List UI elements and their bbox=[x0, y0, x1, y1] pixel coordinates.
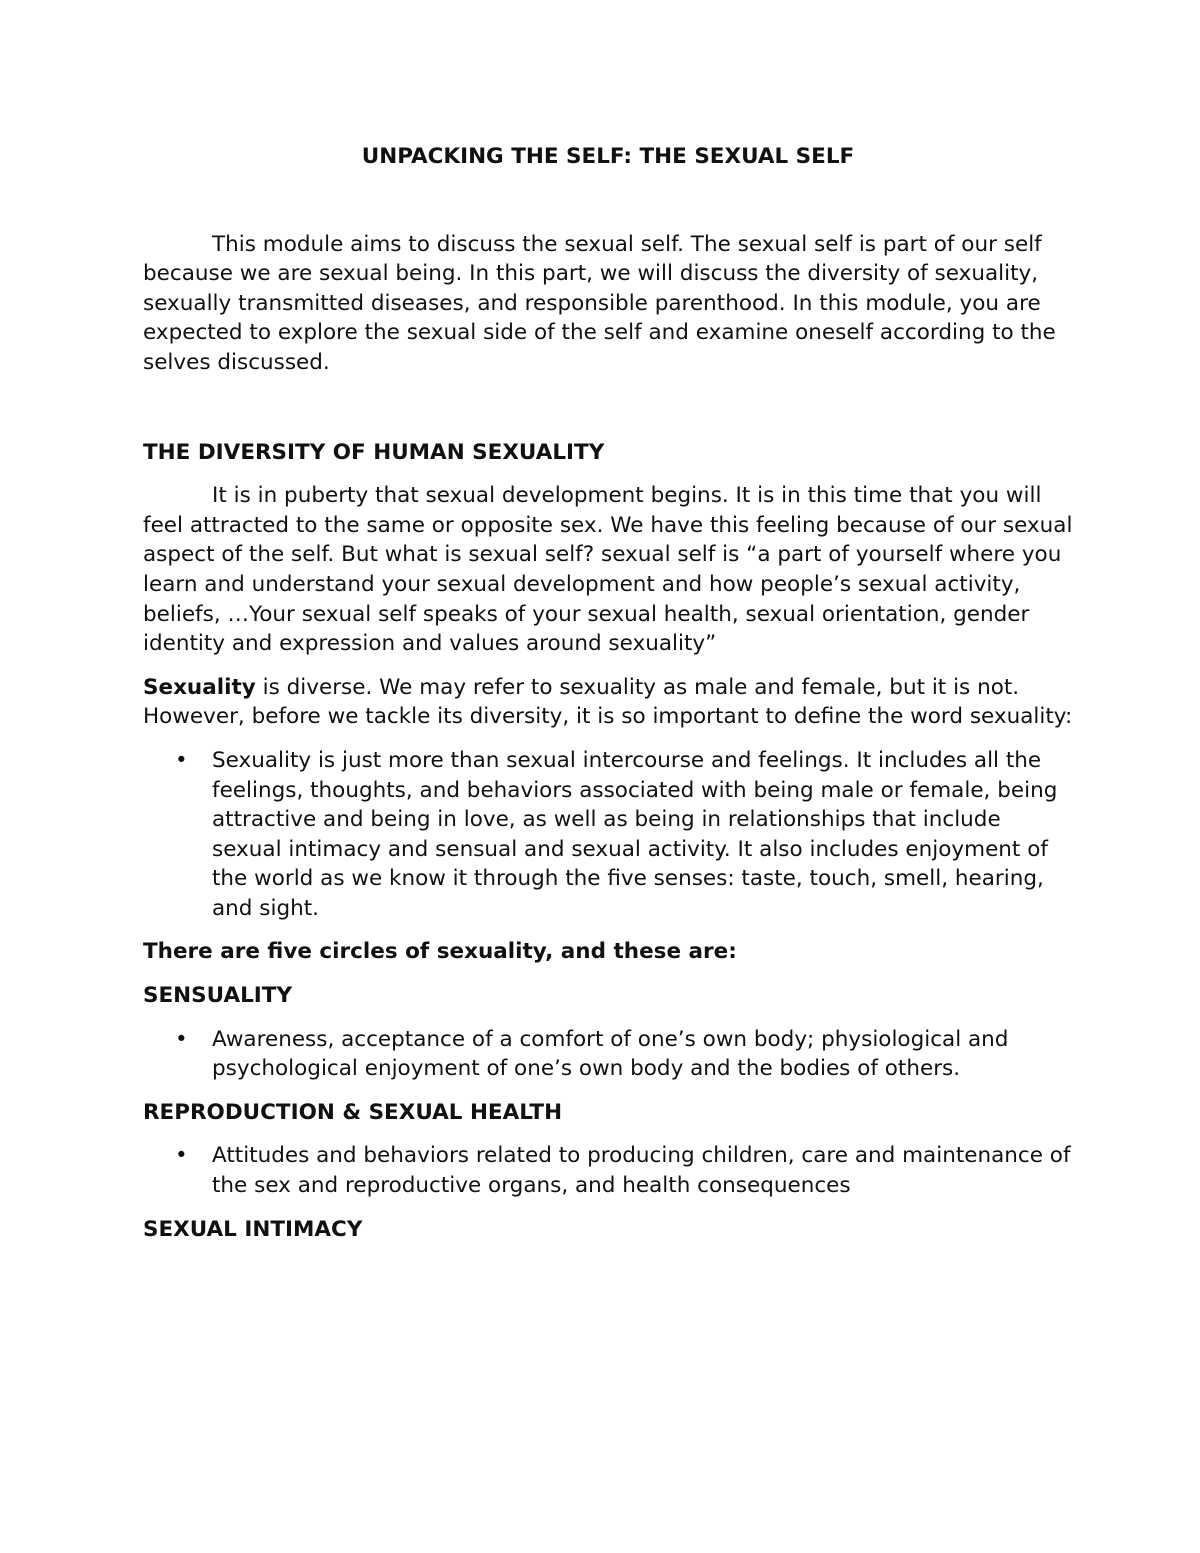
bullet-icon: • bbox=[175, 747, 188, 773]
list-item-text: Awareness, acceptance of a comfort of one’s own body; physiological and psychological enjoyment of one’s own body and the bodies of others. bbox=[212, 1026, 1009, 1082]
intro-paragraph: This module aims to discuss the sexual self. The sexual self is part of our self because we are sexual being. In this part, we will discuss the diversity of sexuality, sexually transmitted diseases, and responsible parenthood. In this module, you are expected to explore the sexual side of the self and examine oneself according to the selves discussed. bbox=[143, 231, 1056, 375]
bullet-icon: • bbox=[175, 1143, 188, 1169]
bullet-icon: • bbox=[175, 1026, 188, 1052]
section-heading-diversity: THE DIVERSITY OF HUMAN SEXUALITY bbox=[143, 439, 605, 465]
section-heading-reproduction: REPRODUCTION & SEXUAL HEALTH bbox=[143, 1099, 563, 1125]
circles-intro: There are five circles of sexuality, and these are: bbox=[143, 939, 737, 965]
section-heading-sensuality: SENSUALITY bbox=[143, 983, 293, 1009]
list-item-text: Attitudes and behaviors related to producing children, care and maintenance of the sex and reproductive organs, and health consequences bbox=[212, 1143, 1071, 1199]
sexuality-term: Sexuality bbox=[143, 674, 256, 700]
list-item-text: Sexuality is just more than sexual intercourse and feelings. It includes all the feelings, thoughts, and behaviors associated with being male or female, being attractive and being in love, as well as being in relationships that include sexual intimacy and sensual and sexual activity. It also includes enjoyment of the world as we know it through the five senses: taste, touch, smell, hearing, and sight. bbox=[212, 747, 1058, 921]
section-heading-intimacy: SEXUAL INTIMACY bbox=[143, 1216, 363, 1242]
sensuality-list bbox=[143, 1025, 1073, 1084]
list-item bbox=[143, 746, 1073, 924]
document-page bbox=[143, 142, 1073, 1258]
sexuality-paragraph bbox=[143, 673, 1073, 732]
list-item bbox=[143, 1141, 1073, 1200]
sexuality-definition-list bbox=[143, 746, 1073, 924]
sexuality-paragraph-text: is diverse. We may refer to sexuality as male and female, but it is not. However, before we tackle its diversity, it is so important to define the word sexuality: bbox=[143, 674, 1073, 730]
puberty-paragraph: It is in puberty that sexual development begins. It is in this time that you will feel attracted to the same or opposite sex. We have this feeling because of our sexual aspect of the self. But what is sexual self? sexual self is “a part of yourself where you learn and understand your sexual development and how people’s sexual activity, beliefs, …Your sexual self speaks of your sexual health, sexual orientation, gender identity and expression and values around sexuality” bbox=[143, 483, 1073, 657]
document-title: UNPACKING THE SELF: THE SEXUAL SELF bbox=[361, 144, 855, 169]
list-item bbox=[143, 1025, 1073, 1084]
reproduction-list bbox=[143, 1141, 1073, 1200]
